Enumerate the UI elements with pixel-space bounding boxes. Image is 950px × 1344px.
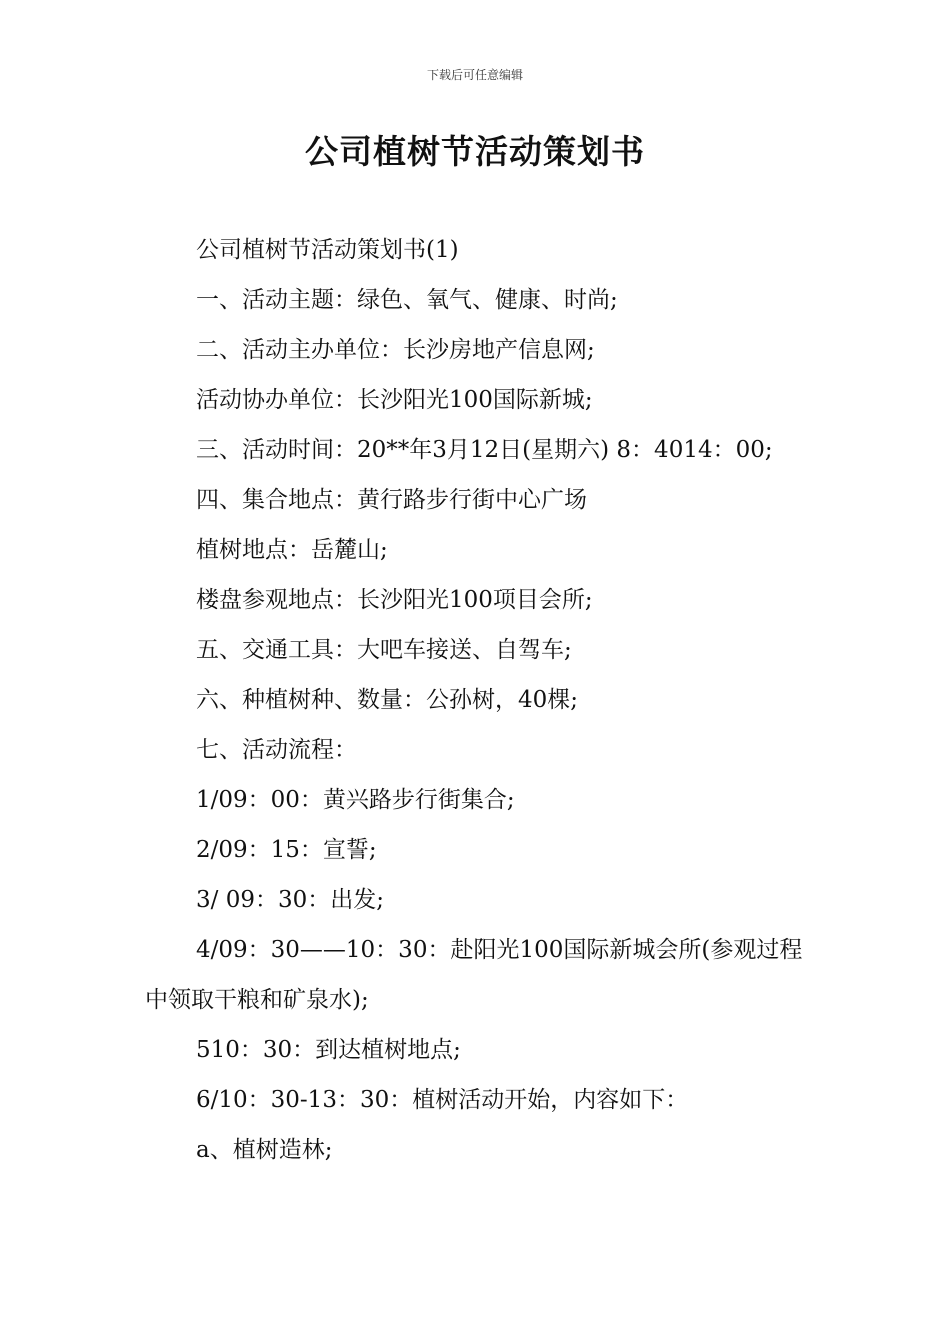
paragraph: a、植树造林; [196,1137,333,1163]
paragraph: 公司植树节活动策划书(1) [196,237,459,263]
header-note: 下载后可任意编辑 [426,68,523,82]
paragraph: 植树地点：岳麓山; [196,537,388,563]
paragraph: 二、活动主办单位：长沙房地产信息网; [196,337,595,363]
paragraph: 三、活动时间：20**年3月12日(星期六) 8：4014：00; [196,437,773,463]
document-body [145,225,810,1175]
paragraph: 6/10：30-13：30：植树活动开始，内容如下： [196,1087,689,1113]
paragraph: 一、活动主题：绿色、氧气、健康、时尚; [196,287,618,313]
paragraph: 五、交通工具：大吧车接送、自驾车; [196,637,572,663]
paragraph: 楼盘参观地点：长沙阳光100项目会所; [196,587,593,613]
paragraph: 七、活动流程： [196,737,357,763]
paragraph: 4/09：30——10：30：赴阳光100国际新城会所(参观过程中领取干粮和矿泉水); [145,937,803,1013]
paragraph: 六、种植树种、数量：公孙树，40棵; [196,687,579,713]
paragraph: 四、集合地点：黄行路步行街中心广场 [196,487,587,513]
paragraph: 3/ 09：30：出发; [196,887,384,913]
paragraph: 1/09：00：黄兴路步行街集合; [196,787,515,813]
paragraph: 510：30：到达植树地点; [196,1037,461,1063]
paragraph: 活动协办单位：长沙阳光100国际新城; [196,387,593,413]
paragraph: 2/09：15：宣誓; [196,837,377,863]
document-title: 公司植树节活动策划书 [305,132,645,171]
